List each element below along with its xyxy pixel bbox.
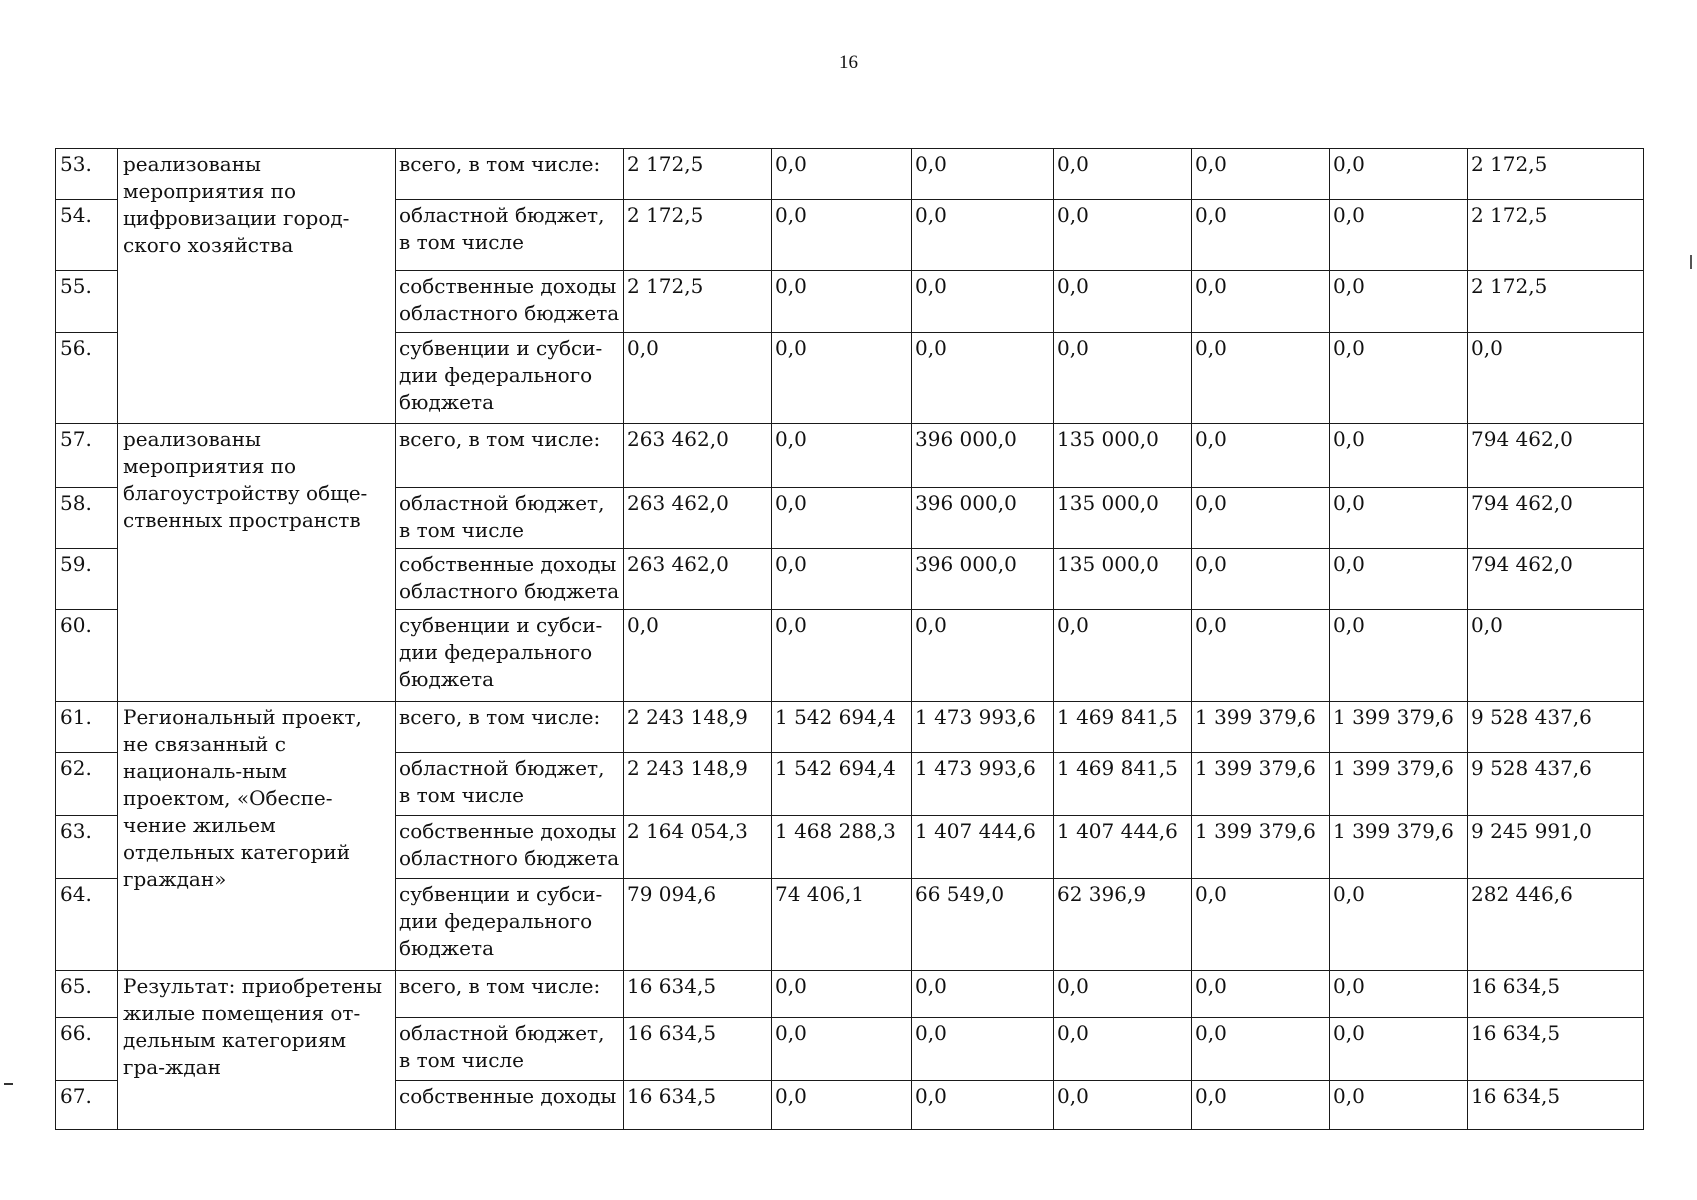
amount-cell: 0,0	[772, 332, 912, 424]
amount-cell: 1 399 379,6	[1192, 701, 1330, 752]
amount-cell: 0,0	[1054, 271, 1192, 332]
amount-cell: 0,0	[1192, 970, 1330, 1017]
amount-cell: 396 000,0	[912, 424, 1054, 487]
amount-cell: 1 399 379,6	[1330, 815, 1468, 878]
budget-table	[55, 148, 1644, 1130]
table-body	[56, 149, 1644, 1130]
amount-cell: 0,0	[1192, 1080, 1330, 1129]
amount-cell: 0,0	[912, 332, 1054, 424]
row-number: 61.	[56, 701, 118, 752]
margin-dash	[4, 1083, 13, 1085]
amount-cell: 2 172,5	[1468, 149, 1644, 200]
amount-cell: 1 469 841,5	[1054, 701, 1192, 752]
amount-cell: 2 172,5	[624, 271, 772, 332]
amount-cell: 0,0	[772, 424, 912, 487]
amount-cell: 0,0	[1330, 879, 1468, 971]
funding-source: всего, в том числе:	[396, 424, 624, 487]
row-number: 54.	[56, 199, 118, 270]
row-number: 58.	[56, 487, 118, 548]
amount-cell: 0,0	[1330, 199, 1468, 270]
page-number: 16	[839, 52, 858, 73]
amount-cell: 0,0	[624, 609, 772, 701]
amount-cell: 0,0	[1054, 332, 1192, 424]
amount-cell: 0,0	[912, 149, 1054, 200]
amount-cell: 794 462,0	[1468, 548, 1644, 609]
amount-cell: 1 469 841,5	[1054, 752, 1192, 815]
amount-cell: 794 462,0	[1468, 487, 1644, 548]
amount-cell: 1 399 379,6	[1192, 752, 1330, 815]
row-number: 66.	[56, 1017, 118, 1080]
amount-cell: 0,0	[772, 1017, 912, 1080]
funding-source: собственные доходы областного бюджета	[396, 548, 624, 609]
amount-cell: 282 446,6	[1468, 879, 1644, 971]
amount-cell: 0,0	[772, 1080, 912, 1129]
amount-cell: 0,0	[1054, 1017, 1192, 1080]
amount-cell: 0,0	[1330, 271, 1468, 332]
amount-cell: 1 468 288,3	[772, 815, 912, 878]
amount-cell: 0,0	[1330, 487, 1468, 548]
amount-cell: 2 172,5	[1468, 271, 1644, 332]
funding-source: субвенции и субси-дии федерального бюджета	[396, 609, 624, 701]
amount-cell: 0,0	[1192, 1017, 1330, 1080]
amount-cell: 0,0	[1192, 879, 1330, 971]
result-description: Региональный проект, не связанный с националь-ным проектом, «Обеспе-чение жильем отдельных категорий граждан»	[118, 701, 396, 970]
amount-cell: 62 396,9	[1054, 879, 1192, 971]
row-number: 53.	[56, 149, 118, 200]
amount-cell: 1 473 993,6	[912, 752, 1054, 815]
result-description: Результат: приобретены жилые помещения от-дельным категориям гра-ждан	[118, 970, 396, 1129]
amount-cell: 0,0	[1054, 1080, 1192, 1129]
amount-cell: 16 634,5	[624, 1017, 772, 1080]
funding-source: областной бюджет, в том числе	[396, 487, 624, 548]
amount-cell: 1 542 694,4	[772, 701, 912, 752]
amount-cell: 0,0	[1192, 548, 1330, 609]
amount-cell: 0,0	[912, 1017, 1054, 1080]
amount-cell: 0,0	[1330, 970, 1468, 1017]
funding-source: областной бюджет, в том числе	[396, 752, 624, 815]
amount-cell: 0,0	[1330, 332, 1468, 424]
amount-cell: 0,0	[1054, 609, 1192, 701]
amount-cell: 16 634,5	[1468, 1017, 1644, 1080]
amount-cell: 1 473 993,6	[912, 701, 1054, 752]
amount-cell: 794 462,0	[1468, 424, 1644, 487]
amount-cell: 74 406,1	[772, 879, 912, 971]
amount-cell: 2 164 054,3	[624, 815, 772, 878]
amount-cell: 0,0	[1330, 149, 1468, 200]
amount-cell: 0,0	[1192, 609, 1330, 701]
amount-cell: 0,0	[1054, 149, 1192, 200]
amount-cell: 1 399 379,6	[1330, 752, 1468, 815]
table-row	[56, 970, 1644, 1017]
amount-cell: 1 542 694,4	[772, 752, 912, 815]
row-number: 64.	[56, 879, 118, 971]
amount-cell: 0,0	[772, 487, 912, 548]
amount-cell: 0,0	[1330, 609, 1468, 701]
amount-cell: 0,0	[912, 271, 1054, 332]
amount-cell: 2 172,5	[624, 149, 772, 200]
amount-cell: 0,0	[624, 332, 772, 424]
amount-cell: 2 243 148,9	[624, 701, 772, 752]
amount-cell: 0,0	[912, 609, 1054, 701]
amount-cell: 0,0	[1330, 1017, 1468, 1080]
amount-cell: 396 000,0	[912, 548, 1054, 609]
funding-source: областной бюджет, в том числе	[396, 1017, 624, 1080]
amount-cell: 0,0	[772, 271, 912, 332]
amount-cell: 0,0	[1468, 332, 1644, 424]
amount-cell: 0,0	[772, 548, 912, 609]
amount-cell: 0,0	[772, 609, 912, 701]
amount-cell: 1 399 379,6	[1192, 815, 1330, 878]
amount-cell: 0,0	[912, 199, 1054, 270]
funding-source: областной бюджет, в том числе	[396, 199, 624, 270]
result-description: реализованы мероприятия по цифровизации город-ского хозяйства	[118, 149, 396, 424]
amount-cell: 2 172,5	[1468, 199, 1644, 270]
amount-cell: 135 000,0	[1054, 487, 1192, 548]
amount-cell: 0,0	[1192, 149, 1330, 200]
amount-cell: 1 399 379,6	[1330, 701, 1468, 752]
amount-cell: 135 000,0	[1054, 424, 1192, 487]
row-number: 55.	[56, 271, 118, 332]
row-number: 67.	[56, 1080, 118, 1129]
margin-mark	[1690, 255, 1692, 269]
amount-cell: 9 528 437,6	[1468, 752, 1644, 815]
table-row	[56, 424, 1644, 487]
row-number: 63.	[56, 815, 118, 878]
row-number: 59.	[56, 548, 118, 609]
amount-cell: 0,0	[1330, 548, 1468, 609]
table-row	[56, 149, 1644, 200]
amount-cell: 0,0	[1054, 199, 1192, 270]
amount-cell: 396 000,0	[912, 487, 1054, 548]
amount-cell: 0,0	[1192, 199, 1330, 270]
amount-cell: 135 000,0	[1054, 548, 1192, 609]
row-number: 57.	[56, 424, 118, 487]
amount-cell: 0,0	[1192, 487, 1330, 548]
amount-cell: 263 462,0	[624, 487, 772, 548]
funding-source: субвенции и субси-дии федерального бюджета	[396, 332, 624, 424]
amount-cell: 16 634,5	[624, 970, 772, 1017]
row-number: 56.	[56, 332, 118, 424]
amount-cell: 0,0	[912, 970, 1054, 1017]
amount-cell: 1 407 444,6	[912, 815, 1054, 878]
row-number: 60.	[56, 609, 118, 701]
amount-cell: 0,0	[772, 149, 912, 200]
amount-cell: 263 462,0	[624, 424, 772, 487]
amount-cell: 0,0	[1192, 424, 1330, 487]
amount-cell: 0,0	[772, 199, 912, 270]
amount-cell: 16 634,5	[624, 1080, 772, 1129]
funding-source: всего, в том числе:	[396, 970, 624, 1017]
table-row	[56, 701, 1644, 752]
result-description: реализованы мероприятия по благоустройству обще-ственных пространств	[118, 424, 396, 701]
funding-source: всего, в том числе:	[396, 701, 624, 752]
amount-cell: 16 634,5	[1468, 1080, 1644, 1129]
funding-source: собственные доходы областного бюджета	[396, 271, 624, 332]
amount-cell: 2 243 148,9	[624, 752, 772, 815]
funding-source: всего, в том числе:	[396, 149, 624, 200]
amount-cell: 0,0	[912, 1080, 1054, 1129]
row-number: 62.	[56, 752, 118, 815]
amount-cell: 263 462,0	[624, 548, 772, 609]
amount-cell: 79 094,6	[624, 879, 772, 971]
amount-cell: 0,0	[1192, 271, 1330, 332]
funding-source: собственные доходы	[396, 1080, 624, 1129]
amount-cell: 66 549,0	[912, 879, 1054, 971]
amount-cell: 0,0	[772, 970, 912, 1017]
amount-cell: 9 245 991,0	[1468, 815, 1644, 878]
amount-cell: 16 634,5	[1468, 970, 1644, 1017]
amount-cell: 2 172,5	[624, 199, 772, 270]
amount-cell: 0,0	[1330, 424, 1468, 487]
amount-cell: 9 528 437,6	[1468, 701, 1644, 752]
amount-cell: 0,0	[1192, 332, 1330, 424]
funding-source: собственные доходы областного бюджета	[396, 815, 624, 878]
amount-cell: 1 407 444,6	[1054, 815, 1192, 878]
amount-cell: 0,0	[1468, 609, 1644, 701]
amount-cell: 0,0	[1054, 970, 1192, 1017]
funding-source: субвенции и субси-дии федерального бюджета	[396, 879, 624, 971]
row-number: 65.	[56, 970, 118, 1017]
amount-cell: 0,0	[1330, 1080, 1468, 1129]
